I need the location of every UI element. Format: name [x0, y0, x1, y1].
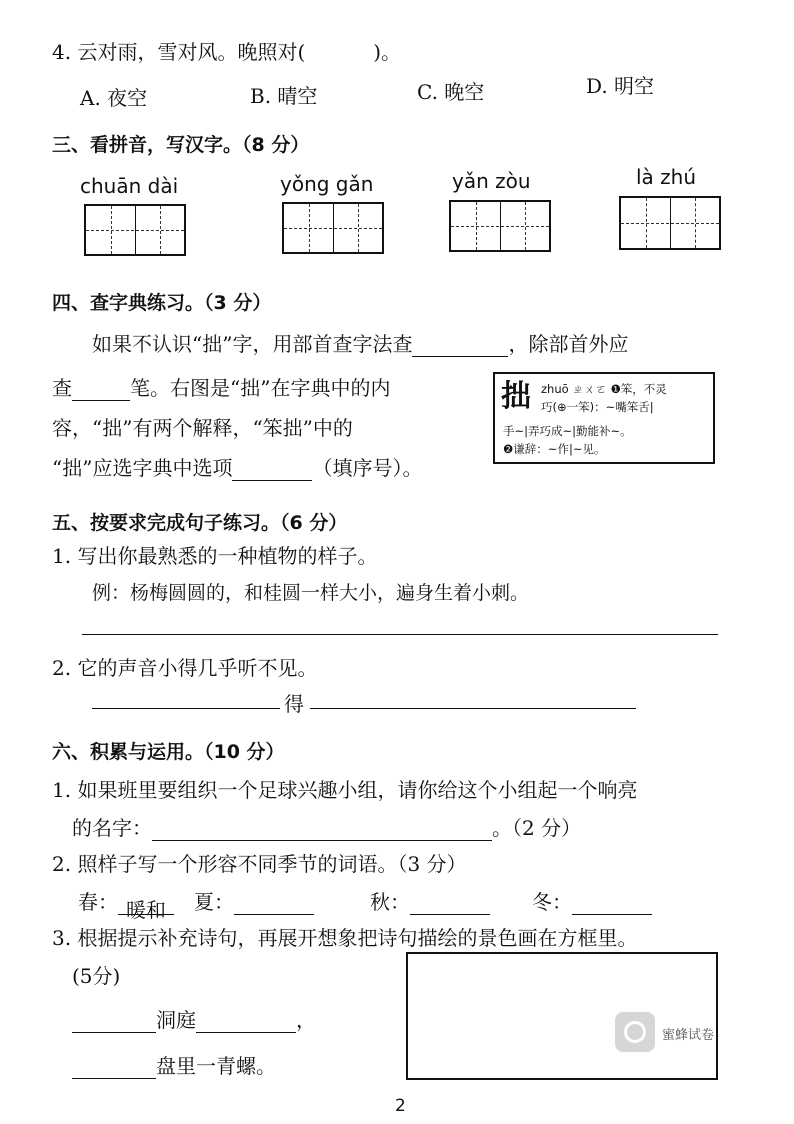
poem-line-2-text: 盘里一青螺。: [156, 1054, 276, 1078]
dictionary-line-4: ❷谦辞：~作|~见。: [503, 442, 606, 456]
q4-option-b[interactable]: B. 晴空: [250, 84, 318, 108]
pinyin-4: là zhú: [636, 165, 697, 189]
section6-heading: 六、积累与运用。（10 分）: [52, 741, 285, 763]
dictionary-line-3: 手~|弄巧成~|勤能补~。: [503, 424, 632, 438]
section5-answer-line-2b[interactable]: [310, 708, 636, 709]
season-summer: [194, 886, 314, 915]
season-summer-blank[interactable]: [234, 894, 314, 915]
dictionary-char: 拙: [501, 379, 531, 414]
pinyin-3: yǎn zòu: [452, 169, 531, 193]
season-spring-example: 暖和: [118, 894, 174, 915]
poem-line-1-text: 洞庭: [156, 1008, 196, 1032]
poem-blank-1a[interactable]: [72, 1012, 156, 1033]
section4-line1-a: 如果不认识“拙”字，用部首查字法查: [92, 332, 413, 356]
section6-item3-score: (5分): [72, 964, 121, 988]
pinyin-2: yǒng gǎn: [280, 172, 374, 196]
poem-blank-2[interactable]: [72, 1058, 156, 1079]
section4-line1: [92, 328, 628, 357]
section4-blank-radical[interactable]: [412, 336, 508, 357]
q4-blank[interactable]: [305, 45, 373, 65]
section4-line2-a: 查: [52, 376, 72, 400]
tian-grid-2[interactable]: [282, 202, 384, 254]
season-winter-label: 冬：: [532, 890, 572, 914]
section6-name-blank[interactable]: [152, 820, 492, 841]
section4-line4: [52, 452, 422, 481]
tian-grid-4[interactable]: [619, 196, 721, 250]
season-spring-label: 春：: [78, 890, 118, 914]
section4-blank-option[interactable]: [232, 460, 312, 481]
watermark-text: 蜜蜂试卷: [662, 1028, 715, 1043]
tian-grid-3[interactable]: [449, 200, 551, 252]
section5-answer-line-2a[interactable]: [92, 708, 280, 709]
section4-line3: 容，“拙”有两个解释，“笨拙”中的: [52, 416, 353, 440]
season-summer-label: 夏：: [194, 890, 234, 914]
q4-option-c[interactable]: C. 晚空: [417, 80, 485, 104]
section5-de: 得: [284, 692, 304, 716]
section5-item1: 1. 写出你最熟悉的一种植物的样子。: [52, 544, 378, 568]
section6-item1-a: 1. 如果班里要组织一个足球兴趣小组，请你给这个小组起一个响亮: [52, 778, 638, 802]
section4-blank-strokes[interactable]: [72, 380, 130, 401]
season-winter: [532, 886, 652, 915]
section6-item2: 2. 照样子写一个形容不同季节的词语。（3 分）: [52, 852, 467, 876]
section5-heading: 五、按要求完成句子练习。（6 分）: [52, 512, 348, 534]
section6-item1-c: 。（2 分）: [492, 816, 582, 840]
dictionary-line-1: zhuō ㄓㄨㄛ ❶笨，不灵: [541, 382, 667, 396]
section4-line2: [52, 372, 390, 401]
poem-line-2: [72, 1050, 276, 1079]
dictionary-line-2: 巧(⊕一笨)：~嘴笨舌|: [541, 400, 654, 414]
section3-heading: 三、看拼音，写汉字。（8 分）: [52, 134, 310, 156]
poem-blank-1b[interactable]: [196, 1012, 296, 1033]
section4-line2-b: 笔。右图是“拙”在字典中的内: [130, 376, 391, 400]
q4-stem: [52, 36, 401, 65]
season-autumn-blank[interactable]: [410, 894, 490, 915]
section5-item2: 2. 它的声音小得几乎听不见。: [52, 656, 318, 680]
q4-option-a[interactable]: A. 夜空: [80, 86, 148, 110]
tian-grid-1[interactable]: [84, 204, 186, 256]
poem-line-1: [72, 1004, 316, 1033]
section4-line1-b: ，除部首外应: [508, 332, 629, 356]
section5-example: 例：杨梅圆圆的，和桂圆一样大小，遍身生着小刺。: [92, 582, 530, 604]
q4-stem-end: )。: [373, 40, 402, 64]
poem-line-1-end: ，: [296, 1008, 316, 1032]
section6-item3: 3. 根据提示补充诗句，再展开想象把诗句描绘的景色画在方框里。: [52, 926, 638, 950]
season-spring: [78, 886, 174, 922]
season-autumn-label: 秋：: [370, 890, 410, 914]
drawing-box[interactable]: [406, 952, 718, 1080]
section5-answer-line-1[interactable]: [82, 634, 718, 635]
section6-item1-b: 的名字：: [72, 816, 152, 840]
dictionary-entry-box: [493, 372, 715, 464]
q4-stem-text: 4. 云对雨，雪对风。晚照对(: [52, 40, 306, 64]
watermark-logo-icon: [615, 1012, 655, 1052]
pinyin-1: chuān dài: [80, 174, 179, 198]
section6-item1-line: [72, 812, 581, 841]
section4-line4-b: （填序号）。: [312, 456, 423, 480]
season-winter-blank[interactable]: [572, 894, 652, 915]
section4-line4-a: “拙”应选字典中选项: [52, 456, 233, 480]
section4-heading: 四、查字典练习。（3 分）: [52, 292, 272, 314]
page-number: 2: [395, 1096, 406, 1116]
q4-option-d[interactable]: D. 明空: [586, 74, 655, 98]
season-autumn: [370, 886, 490, 915]
